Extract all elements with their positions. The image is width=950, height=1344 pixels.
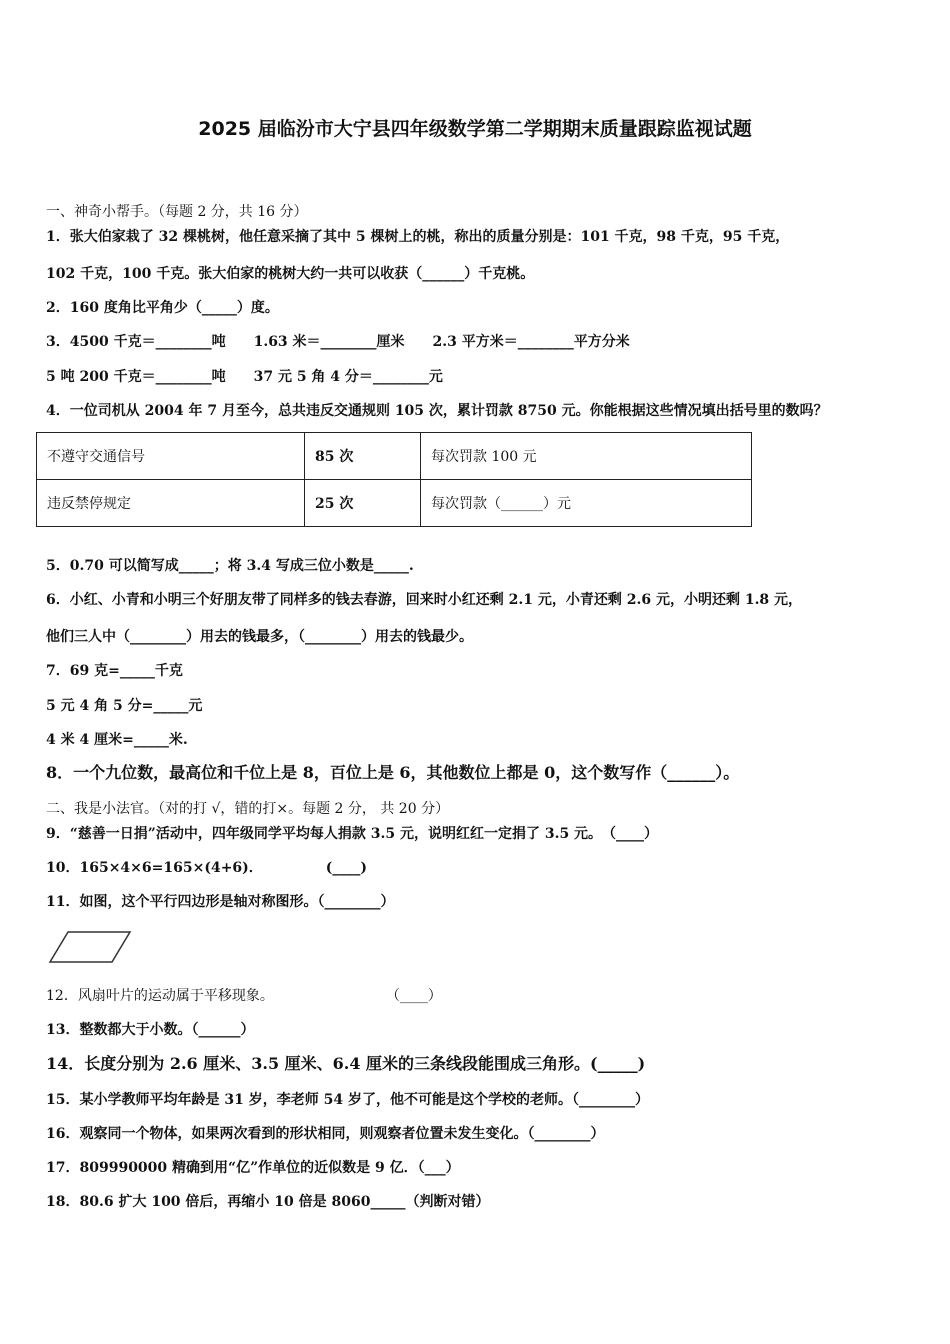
table-cell-item: 不遵守交通信号 xyxy=(37,433,305,480)
question-4: 4．一位司机从 2004 年 7 月至今，总共违反交通规则 105 次，累计罚款 8750 元。你能根据这些情况填出括号里的数吗？ xyxy=(46,403,828,419)
question-1-line-1: 1．张大伯家栽了 32 棵桃树，他任意采摘了其中 5 棵树上的桃，称出的质量分别是：101 千克，98 千克，95 千克， xyxy=(46,229,790,245)
table-cell-count: 25 次 xyxy=(305,480,421,527)
question-17: 17．809990000 精确到用“亿”作单位的近似数是 9 亿．（___） xyxy=(46,1160,460,1176)
table-row xyxy=(37,480,752,527)
question-9: 9．“慈善一日捐”活动中，四年级同学平均每人捐款 3.5 元，说明红红一定捐了 3.5 元。 （____） xyxy=(46,826,659,842)
question-11: 11．如图，这个平行四边形是轴对称图形。（________） xyxy=(46,894,395,910)
question-10: 10．165×4×6=165×(4+6)． (____) xyxy=(46,860,368,876)
page-title: 2025 届临汾市大宁县四年级数学第二学期期末质量跟踪监视试题 xyxy=(198,118,752,140)
question-15: 15．某小学教师平均年龄是 31 岁，李老师 54 岁了，他不可能是这个学校的老师。（________） xyxy=(46,1092,649,1108)
question-6-line-1: 6．小红、小青和小明三个好朋友带了同样多的钱去春游，回来时小红还剩 2.1 元，小青还剩 2.6 元，小明还剩 1.8 元， xyxy=(46,592,803,608)
question-18: 18．80.6 扩大 100 倍后，再缩小 10 倍是 8060_____（判断对错） xyxy=(46,1194,490,1210)
question-5: 5．0.70 可以简写成_____；将 3.4 写成三位小数是_____. xyxy=(46,558,414,574)
question-2: 2．160 度角比平角少（_____）度。 xyxy=(46,300,279,316)
table-cell-fine: 每次罚款 100 元 xyxy=(421,433,752,480)
question-8: 8．一个九位数，最高位和千位上是 8，百位上是 6，其他数位上都是 0，这个数写作（______）。 xyxy=(46,763,740,782)
question-1-line-2: 102 千克，100 千克。张大伯家的桃树大约一共可以收获（______）千克桃。 xyxy=(46,266,535,282)
question-7-line-2: 5 元 4 角 5 分=_____元 xyxy=(46,698,203,714)
parallelogram-figure xyxy=(48,930,134,966)
question-3-line-1: 3．4500 千克＝________吨 1.63 米＝________厘米 2.3 平方米＝________平方分米 xyxy=(46,334,630,350)
question-14: 14．长度分别为 2.6 厘米、3.5 厘米、6.4 厘米的三条线段能围成三角形。(_____) xyxy=(46,1054,646,1073)
section-2-header: 二、我是小法官。（对的打 √，错的打×。每题 2 分， 共 20 分） xyxy=(46,801,450,817)
fines-table xyxy=(36,432,752,527)
table-cell-count: 85 次 xyxy=(305,433,421,480)
question-7-line-3: 4 米 4 厘米=_____米. xyxy=(46,732,188,748)
table-cell-fine: 每次罚款（______）元 xyxy=(421,480,752,527)
question-3-line-2: 5 吨 200 千克＝________吨 37 元 5 角 4 分＝________元 xyxy=(46,369,443,385)
section-1-header: 一、神奇小帮手。（每题 2 分，共 16 分） xyxy=(46,204,308,220)
question-7-line-1: 7．69 克=_____千克 xyxy=(46,663,183,679)
question-13: 13．整数都大于小数。（______） xyxy=(46,1022,255,1038)
question-16: 16．观察同一个物体，如果两次看到的形状相同，则观察者位置未发生变化。（________） xyxy=(46,1126,605,1142)
question-6-line-2: 他们三人中（________）用去的钱最多，（________）用去的钱最少。 xyxy=(46,629,473,645)
table-row xyxy=(37,433,752,480)
table-cell-item: 违反禁停规定 xyxy=(37,480,305,527)
question-12: 12．风扇叶片的运动属于平移现象。 （____） xyxy=(46,988,442,1004)
